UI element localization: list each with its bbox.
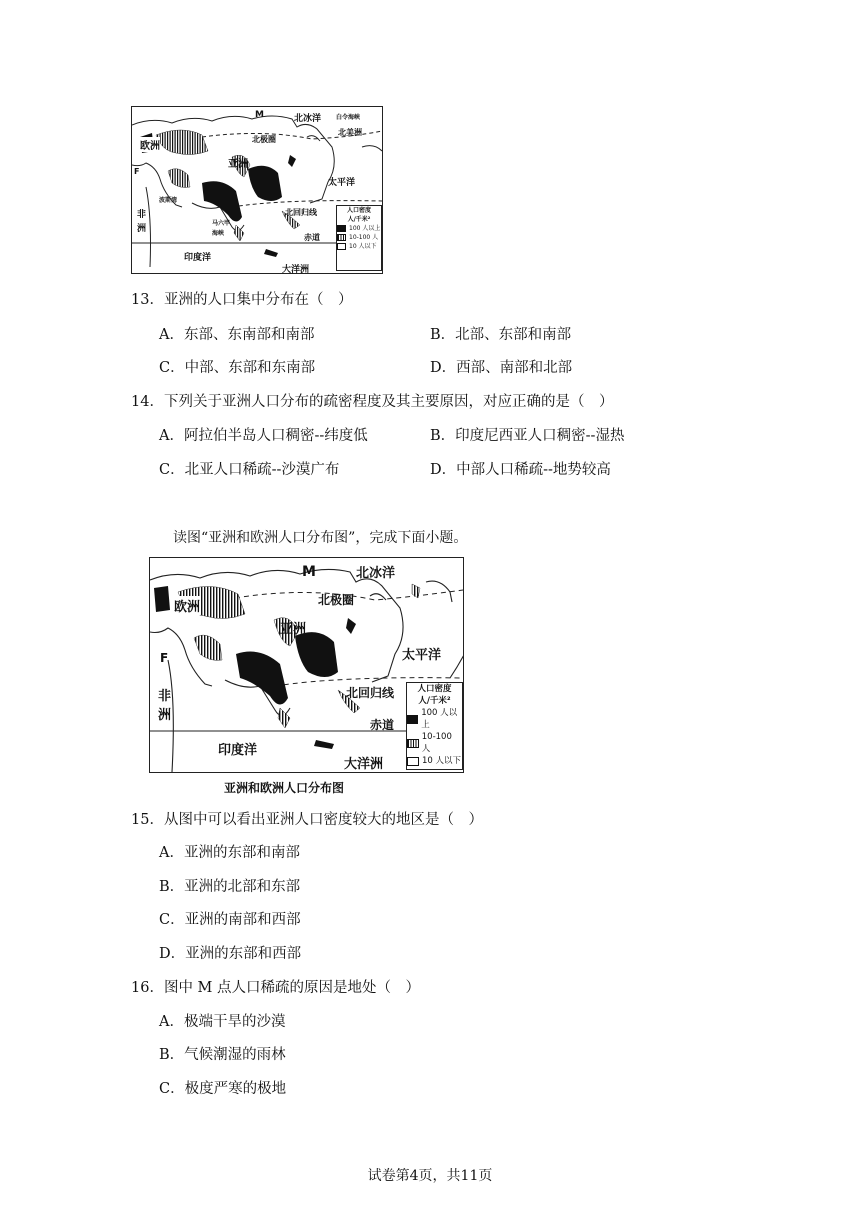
label-oceania: 大洋洲	[344, 757, 384, 772]
page-footer: 试卷第4页，共11页	[367, 1168, 493, 1184]
label-africa-1: 非	[158, 689, 172, 704]
reading-intro: 读图“亚洲和欧洲人口分布图”，完成下面小题。	[173, 530, 468, 546]
question-13-option-d[interactable]: D．西部、南部和北部	[430, 360, 573, 376]
legend-low-label: 10 人以下	[349, 243, 377, 250]
label-arctic-ocean: 北冰洋	[356, 566, 396, 581]
legend-row-low	[407, 755, 462, 767]
legend-row-mid	[407, 731, 462, 755]
label-strait: 海峡	[212, 230, 225, 237]
question-13-option-c[interactable]: C．中部、东部和东南部	[159, 360, 316, 376]
question-16-option-a[interactable]: A．极端干旱的沙漠	[159, 1014, 286, 1030]
label-oceania: 大洋洲	[282, 265, 310, 274]
label-tropic: 北回归线	[346, 686, 395, 700]
label-arctic-ocean: 北冰洋	[294, 114, 322, 124]
label-persian-gulf: 波斯湾	[159, 197, 178, 204]
question-16-option-c[interactable]: C．极度严寒的极地	[159, 1081, 287, 1097]
label-pacific: 太平洋	[402, 648, 442, 663]
question-16-option-b[interactable]: B．气候潮湿的雨林	[159, 1047, 286, 1063]
question-13-option-b[interactable]: B．北部、东部和南部	[430, 327, 572, 343]
legend-unit: 人/千米²	[418, 696, 451, 706]
question-13-option-a[interactable]: A．东部、东南部和南部	[159, 327, 315, 343]
legend-mid-label: 10-100 人	[349, 234, 379, 241]
legend-row-low	[337, 242, 381, 251]
question-14-stem: 14．下列关于亚洲人口分布的疏密程度及其主要原因，对应正确的是（ ）	[131, 394, 614, 410]
label-indian-ocean: 印度洋	[184, 253, 212, 263]
legend-title: 人口密度	[417, 684, 452, 694]
question-14-option-b[interactable]: B．印度尼西亚人口稠密--湿热	[430, 428, 625, 444]
label-point-f: F	[160, 651, 169, 665]
label-europe: 欧洲	[174, 596, 200, 615]
label-pacific: 太平洋	[328, 178, 356, 188]
label-arctic-circle: 北极圈	[318, 593, 355, 607]
label-point-f: F	[134, 167, 140, 176]
population-map-1	[131, 106, 383, 274]
legend-dense-label: 100 人以上	[421, 708, 458, 730]
legend-mid-label: 10-100 人	[421, 732, 452, 754]
legend-map-2	[406, 682, 463, 770]
label-point-m: M	[302, 564, 316, 580]
medium-population-areas	[178, 584, 420, 728]
label-tropic: 北回归线	[285, 208, 317, 217]
legend-dense-label: 100 人以上	[349, 225, 381, 232]
question-15-option-a[interactable]: A．亚洲的东部和南部	[159, 845, 300, 861]
legend-low-label: 10 人以下	[422, 756, 462, 766]
question-15-option-d[interactable]: D．亚洲的东部和西部	[159, 946, 302, 962]
question-14-option-d[interactable]: D．中部人口稀疏--地势较高	[430, 462, 611, 478]
population-map-2	[149, 557, 464, 773]
legend-unit: 人/千米²	[347, 216, 371, 223]
question-14-option-c[interactable]: C．北亚人口稀疏--沙漠广布	[159, 462, 340, 478]
label-africa-2: 洲	[158, 708, 172, 723]
question-14-option-a[interactable]: A．阿拉伯半岛人口稠密--纬度低	[159, 428, 368, 444]
question-13-stem: 13．亚洲的人口集中分布在（ ）	[131, 292, 353, 308]
question-15-option-c[interactable]: C．亚洲的南部和西部	[159, 912, 301, 928]
label-arctic-circle: 北极圈	[252, 135, 276, 144]
legend-title: 人口密度	[346, 207, 371, 214]
label-equator: 赤道	[370, 718, 395, 732]
label-equator: 赤道	[304, 233, 320, 242]
map-2-caption: 亚洲和欧洲人口分布图	[224, 781, 345, 795]
label-north-america: 北美洲	[338, 128, 362, 137]
question-15-option-b[interactable]: B．亚洲的北部和东部	[159, 879, 301, 895]
question-15-stem: 15．从图中可以看出亚洲人口密度较大的地区是（ ）	[131, 812, 483, 828]
legend-row-mid	[337, 233, 381, 242]
label-africa-2: 洲	[137, 224, 147, 234]
label-asia: 亚洲	[280, 622, 307, 637]
label-europe: 欧洲	[140, 137, 160, 152]
legend-row-dense	[337, 224, 381, 233]
question-16-stem: 16．图中 M 点人口稀疏的原因是地处（ ）	[131, 980, 421, 996]
label-asia: 亚洲	[228, 159, 248, 170]
legend-row-dense	[407, 707, 462, 731]
label-point-m: M	[255, 110, 264, 120]
label-bering-strait: 白令海峡	[336, 114, 361, 121]
label-indian-ocean: 印度洋	[218, 743, 258, 758]
label-africa-1: 非	[137, 210, 147, 220]
label-malacca: 马六甲	[212, 220, 231, 227]
legend-map-1	[336, 205, 382, 271]
